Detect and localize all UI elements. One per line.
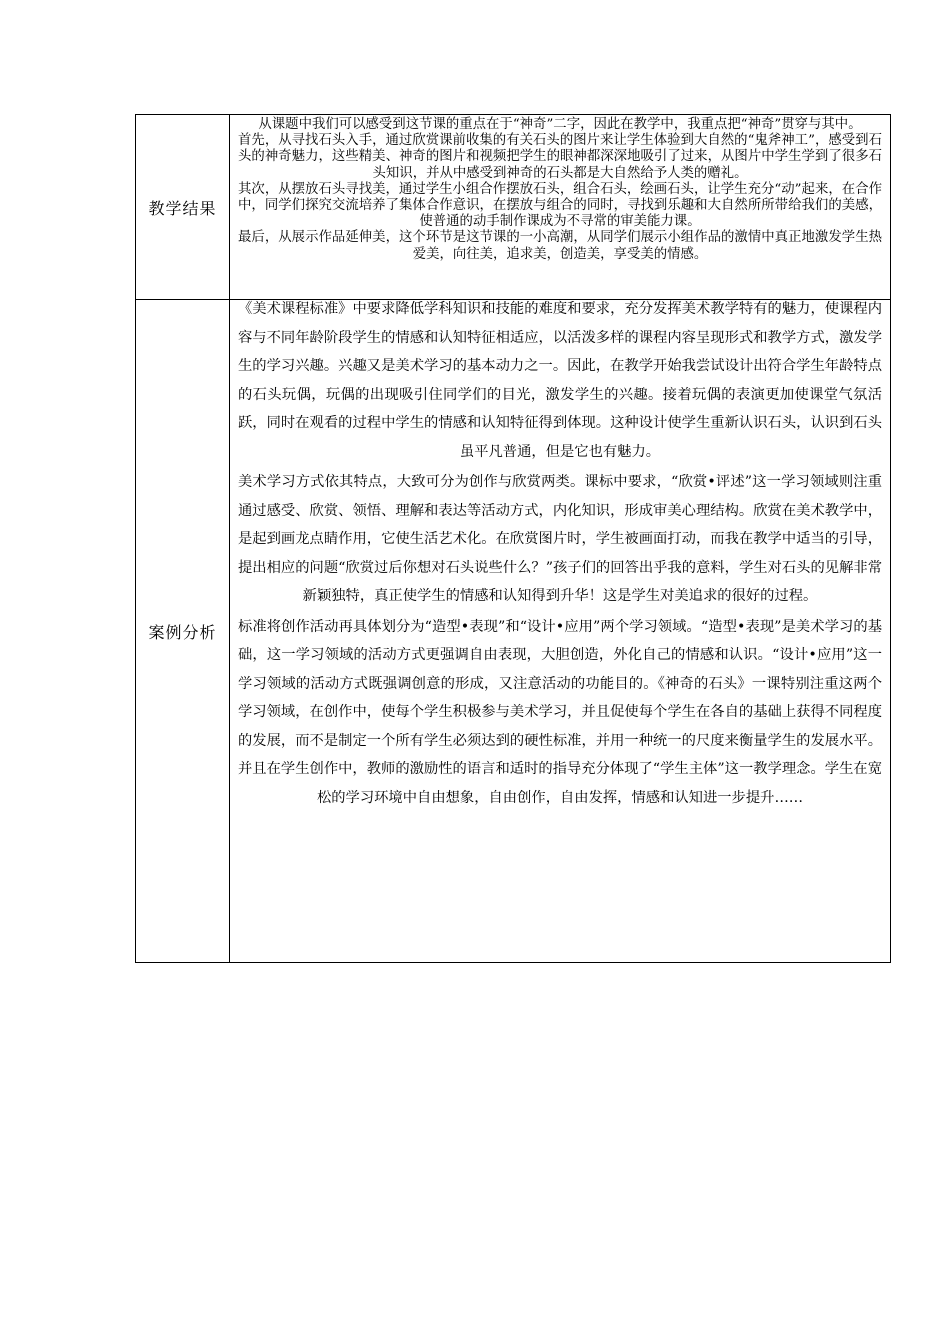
case-analysis-paragraph: 标准将创作活动再具体划分为“造型•表现”和“设计•应用”两个学习领域。“造型•表现”是美术学习的基础，这一学习领域的活动方式更强调自由表现，大胆创造，外化自己的情感和认识。“设计•应用”这一学习领域的活动方式既强调创意的形成，又注意活动的功能目的。《神奇的石头》一课特别注重这两个学习领域，在创作中，使每个学生积极参与美术学习，并且促使每个学生在各自的基础上获得不同程度的发展，而不是制定一个所有学生必须达到的硬性标准，并用一种统一的尺度来衡量学生的发展水平。并且在学生创作中，教师的激励性的语言和适时的指导充分体现了“学生主体”这一教学理念。学生在宽松的学习环境中自由想象，自由创作，自由发挥，情感和认知进一步提升…… xyxy=(238,618,882,806)
teaching-results-paragraph: 最后，从展示作品延伸美，这个环节是这节课的一小高潮，从同学们展示小组作品的激情中真正地激发学生热爱美，向往美，追求美，创造美，享受美的情感。 xyxy=(238,230,882,262)
case-analysis-content xyxy=(230,300,891,963)
teaching-results-paragraph: 其次，从摆放石头寻找美，通过学生小组合作摆放石头，组合石头，绘画石头，让学生充分“动”起来，在合作中，同学们探究交流培养了集体合作意识，在摆放与组合的同时，寻找到乐趣和大自然所所带给我们的美感，使普通的动手制作课成为不寻常的审美能力课。 xyxy=(238,181,882,230)
teaching-results-paragraph: 从课题中我们可以感受到这节课的重点在于“神奇”二字，因此在教学中，我重点把“神奇”贯穿与其中。 xyxy=(258,117,862,132)
teaching-results-content xyxy=(230,115,891,300)
row-label-teaching-results: 教学结果 xyxy=(136,115,230,300)
table-row-case-analysis xyxy=(136,300,891,963)
table-row-teaching-results xyxy=(136,115,891,300)
lesson-table xyxy=(135,114,891,963)
row-label-case-analysis: 案例分析 xyxy=(136,300,230,963)
case-analysis-paragraph: 美术学习方式依其特点，大致可分为创作与欣赏两类。课标中要求，“欣赏•评述”这一学习领域则注重通过感受、欣赏、领悟、理解和表达等活动方式，内化知识，形成审美心理结构。欣赏在美术教学中，是起到画龙点睛作用，它使生活艺术化。在欣赏图片时，学生被画面打动，而我在教学中适当的引导，提出相应的问题“欣赏过后你想对石头说些什么？”孩子们的回答出乎我的意料，学生对石头的见解非常新颖独特，真正使学生的情感和认知得到升华！这是学生对美追求的很好的过程。 xyxy=(238,474,882,604)
case-analysis-paragraph: 《美术课程标准》中要求降低学科知识和技能的难度和要求，充分发挥美术教学特有的魅力，使课程内容与不同年龄阶段学生的情感和认知特征相适应，以活泼多样的课程内容呈现形式和教学方式，激发学生的学习兴趣。兴趣又是美术学习的基本动力之一。因此，在教学开始我尝试设计出符合学生年龄特点的石头玩偶，玩偶的出现吸引住同学们的目光，激发学生的兴趣。接着玩偶的表演更加使课堂气氛活跃，同时在观看的过程中学生的情感和认知特征得到体现。这种设计使学生重新认识石头，认识到石头虽平凡普通，但是它也有魅力。 xyxy=(238,301,882,460)
teaching-results-paragraph: 首先，从寻找石头入手，通过欣赏课前收集的有关石头的图片来让学生体验到大自然的“鬼斧神工”，感受到石头的神奇魅力，这些精美、神奇的图片和视频把学生的眼神都深深地吸引了过来，从图片中学生学到了很多石头知识，并从中感受到神奇的石头都是大自然给予人类的赠礼。 xyxy=(238,133,882,181)
